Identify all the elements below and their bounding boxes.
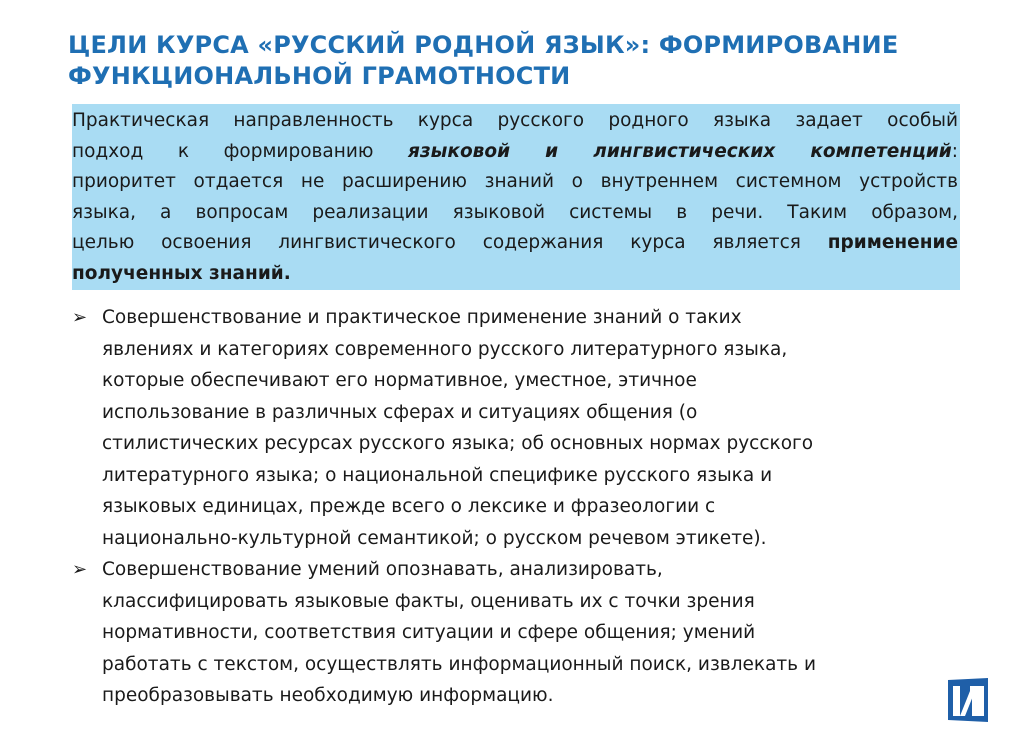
slide-title-line-1: ЦЕЛИ КУРСА «РУССКИЙ РОДНОЙ ЯЗЫК»: ФОРМИРОВАНИЕ — [68, 31, 899, 59]
intro-line-5 — [72, 228, 958, 259]
list-item — [72, 554, 932, 712]
list-item-line: которые обеспечивают его нормативное, уместное, этичное — [102, 370, 697, 391]
list-item-line: национально-культурной семантикой; о русском речевом этикете). — [102, 527, 767, 549]
list-item-line: Совершенствование умений опознавать, анализировать, — [102, 559, 663, 580]
intro-line-2 — [72, 137, 958, 168]
list-item-line: преобразовывать необходимую информацию. — [102, 685, 554, 706]
arrow-bullet-icon: ➢ — [72, 559, 88, 580]
list-item-line: использование в различных сферах и ситуациях общения (о — [102, 401, 698, 423]
intro-line-3: приоритет отдается не расширению знаний о внутреннем системном устройств — [72, 171, 958, 192]
intro-emphasis-application: применение — [827, 232, 958, 253]
list-item-line: нормативности, соответствия ситуации и сфере общения; умений — [102, 622, 756, 643]
intro-paragraph — [72, 106, 958, 289]
bullet-list — [72, 302, 932, 712]
intro-line-4: языка, а вопросам реализации языковой системы в речи. Таким образом, — [72, 201, 958, 223]
intro-line-1: Практическая направленность курса русского родного языка задает особый — [72, 110, 958, 131]
list-item — [72, 302, 932, 554]
list-item-line: стилистических ресурсах русского языка; об основных нормах русского — [102, 433, 814, 454]
list-item-line: языковых единицах, прежде всего о лексике и фразеологии с — [102, 496, 716, 517]
slide-title-line-2: ФУНКЦИОНАЛЬНОЙ ГРАМОТНОСТИ — [68, 62, 571, 90]
list-item-line: Совершенствование и практическое применение знаний о таких — [102, 307, 742, 328]
list-item-line: классифицировать языковые факты, оценивать их с точки зрения — [102, 590, 755, 612]
arrow-bullet-icon: ➢ — [72, 307, 88, 328]
list-item-line: работать с текстом, осуществлять информационный поиск, извлекать и — [102, 653, 816, 675]
intro-text-segment: подход к формированию — [72, 140, 409, 162]
intro-text-segment: : — [951, 140, 958, 162]
intro-text-segment: целью освоения лингвистического содержания курса является — [72, 232, 828, 253]
publisher-logo-icon — [946, 676, 990, 724]
list-item-line: литературного языка; о национальной специфике русского языка и — [102, 464, 773, 486]
intro-line-6: полученных знаний. — [72, 262, 291, 284]
intro-emphasis-competencies: языковой и лингвистических компетенций — [408, 140, 952, 162]
list-item-line: явлениях и категориях современного русского литературного языка, — [102, 338, 788, 360]
slide-title — [68, 30, 968, 92]
